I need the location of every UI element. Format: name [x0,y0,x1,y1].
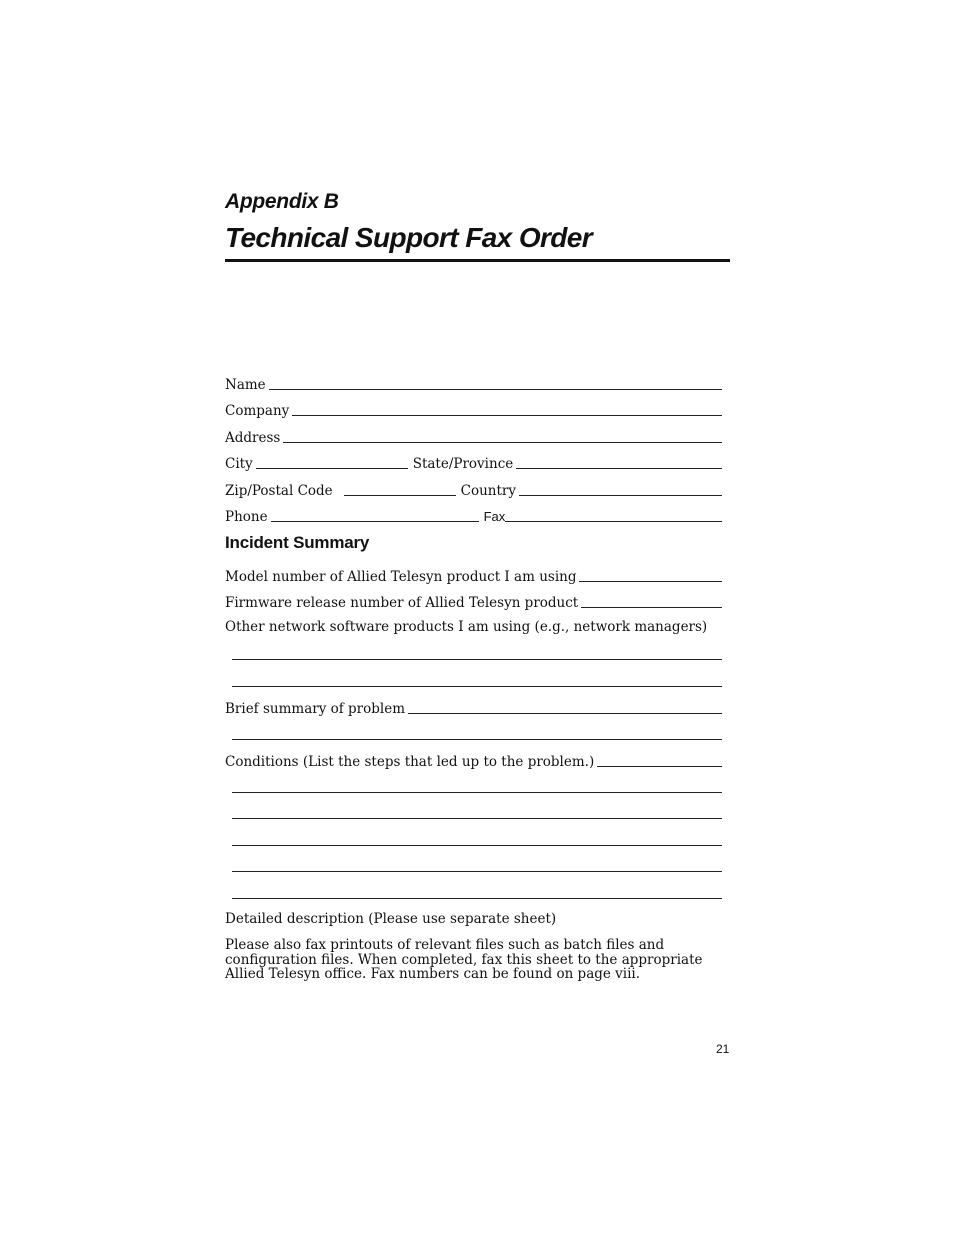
detailed-description-label: Detailed description (Please use separate sheet) [225,911,557,927]
incident-summary-heading: Incident Summary [225,533,370,552]
phone-label: Phone [225,509,268,525]
company-label: Company [225,403,290,419]
phone-fax-field-row [225,507,722,525]
page-number: 21 [716,1042,730,1056]
address-label: Address [225,430,281,446]
name-label: Name [225,377,266,393]
firmware-release-field-row [225,593,722,611]
conditions-blank-line[interactable] [597,753,722,767]
other-software-blank-line[interactable] [232,659,722,660]
conditions-blank-line[interactable] [232,792,722,793]
company-field-row [225,401,722,419]
conditions-blank-line[interactable] [232,818,722,819]
conditions-field-row [225,752,722,770]
page-title: Technical Support Fax Order [225,222,593,253]
conditions-blank-line[interactable] [232,845,722,846]
conditions-blank-line[interactable] [232,898,722,899]
state-province-label: State/Province [412,456,514,472]
other-software-blank-line[interactable] [232,686,722,687]
name-field-row [225,375,722,393]
fax-instructions-note: Please also fax printouts of relevant files such as batch files and configuration files. When completed, fax this sheet to the appropriate Allied Telesyn office. Fax numbers can be found on page viii. [225,937,703,982]
other-software-label: Other network software products I am using (e.g., network managers) [225,619,708,635]
brief-summary-blank-line[interactable] [408,700,722,714]
appendix-label: Appendix B [225,190,339,213]
fax-blank-line[interactable] [505,508,722,522]
brief-summary-blank-line[interactable] [232,739,722,740]
address-field-row [225,428,722,446]
brief-summary-label: Brief summary of problem [225,701,406,717]
model-number-field-row [225,567,722,585]
title-rule [225,259,730,262]
brief-summary-field-row [225,699,722,717]
phone-blank-line[interactable] [271,508,479,522]
company-blank-line[interactable] [292,402,722,416]
zip-country-field-row [225,481,722,499]
name-blank-line[interactable] [269,376,722,390]
zip-postal-code-label: Zip/Postal Code [225,483,333,499]
zip-postal-code-blank-line[interactable] [344,482,456,496]
model-number-blank-line[interactable] [579,568,722,582]
city-blank-line[interactable] [256,455,408,469]
address-blank-line[interactable] [283,429,722,443]
conditions-blank-line[interactable] [232,871,722,872]
country-label: Country [460,483,517,499]
country-blank-line[interactable] [519,482,722,496]
conditions-label: Conditions (List the steps that led up to the problem.) [225,754,595,770]
city-state-field-row [225,454,722,472]
fax-label: Fax [483,509,506,524]
state-province-blank-line[interactable] [516,455,722,469]
firmware-release-blank-line[interactable] [581,594,722,608]
firmware-release-label: Firmware release number of Allied Telesyn product [225,595,579,611]
city-label: City [225,456,253,472]
model-number-label: Model number of Allied Telesyn product I am using [225,569,577,585]
